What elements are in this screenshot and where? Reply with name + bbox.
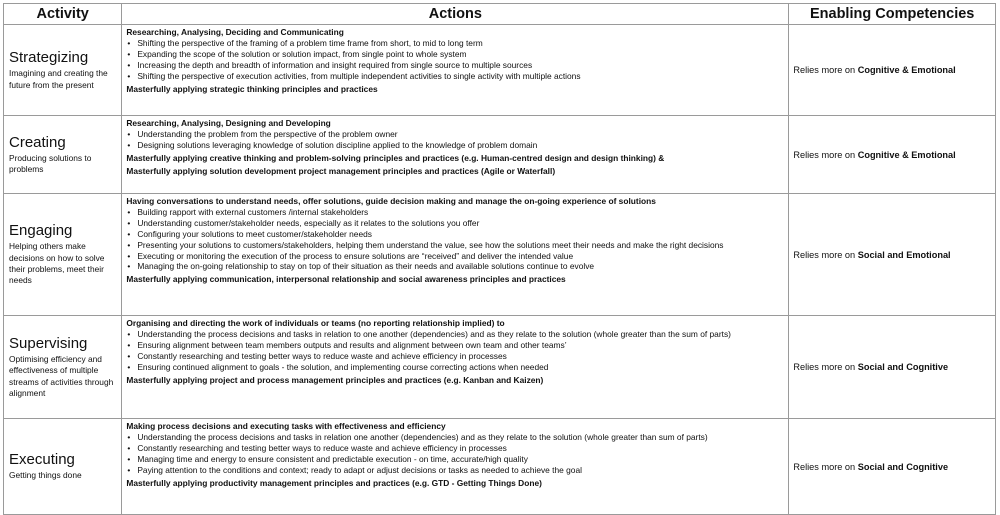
- activity-description: Imagining and creating the future from the present: [9, 68, 108, 90]
- table-row: [4, 25, 996, 116]
- list-item: • Managing the on-going relationship to stay on top of their situation as their needs and available solutions continue to evolve: [126, 261, 785, 272]
- list-item: • Ensuring alignment between team members outputs and results and alignment between own team and other teams’: [126, 340, 785, 351]
- actions-cell: [122, 194, 789, 316]
- activity-name: Engaging: [9, 222, 73, 240]
- table-row: [4, 116, 996, 194]
- competency-prefix: Relies more on: [793, 461, 858, 472]
- actions-cell: [122, 116, 789, 194]
- competency-prefix: Relies more on: [793, 362, 858, 372]
- list-item: • Understanding the process decisions and tasks in relation to one another (dependencies) and as they relate to the solution (whole greater than the sum of parts): [126, 329, 785, 340]
- table-row: [4, 419, 996, 515]
- list-item: • Designing solutions leveraging knowledge of solution discipline applied to the knowledge of problem domain: [126, 140, 785, 151]
- activity-name: Executing: [9, 451, 75, 469]
- header-row: [4, 4, 996, 25]
- activity-cell: [4, 419, 122, 515]
- competency-value: Cognitive & Emotional: [857, 149, 956, 160]
- list-item: • Managing time and energy to ensure consistent and predictable execution - on time, accurate/high quality: [126, 454, 785, 465]
- activity-description: Optimising efficiency and effectiveness of multiple streams of activities through alignment: [9, 353, 114, 398]
- competency-cell: [789, 194, 996, 316]
- list-item: • Ensuring continued alignment to goals - the solution, and implementing course correcting actions when needed: [126, 362, 785, 373]
- list-item: • Shifting the perspective of the framing of a problem time frame from short, to mid to long term: [126, 38, 785, 49]
- header-competencies: Enabling Competencies: [789, 4, 996, 25]
- actions-footer: Masterfully applying creative thinking and problem-solving principles and practices (e.g. Human-centred design and design thinking) &: [126, 152, 665, 163]
- header-activity: Activity: [4, 4, 122, 25]
- actions-cell: [122, 316, 789, 419]
- actions-heading: Researching, Analysing, Deciding and Communicating: [126, 27, 344, 37]
- actions-heading: Researching, Analysing, Designing and Developing: [126, 118, 331, 128]
- list-item: • Constantly researching and testing better ways to reduce waste and achieve efficiency in processes: [126, 443, 785, 454]
- activity-cell: [4, 194, 122, 316]
- list-item: • Building rapport with external customers /internal stakeholders: [126, 207, 785, 218]
- list-item: • Shifting the perspective of execution activities, from multiple independent activities to single activity with multiple actions: [126, 71, 785, 82]
- actions-list: [126, 329, 785, 373]
- competency-cell: [789, 25, 996, 116]
- competency-value: Social and Cognitive: [857, 362, 949, 372]
- list-item: • Presenting your solutions to customers/stakeholders, helping them understand the value, see how the solutions meet their needs and make the right decisions: [126, 240, 785, 251]
- actions-heading: Organising and directing the work of individuals or teams (no reporting relationship implied) to: [126, 318, 505, 328]
- actions-cell: [122, 419, 789, 515]
- actions-heading: Making process decisions and executing tasks with effectiveness and efficiency: [126, 421, 446, 431]
- activity-description: Producing solutions to problems: [9, 152, 92, 174]
- activity-cell: [4, 316, 122, 419]
- actions-list: [126, 38, 785, 82]
- list-item: • Understanding customer/stakeholder needs, especially as it relates to the solutions you offer: [126, 218, 785, 229]
- list-item: • Constantly researching and testing better ways to reduce waste and achieve efficiency in processes: [126, 351, 785, 362]
- competency-cell: [789, 419, 996, 515]
- list-item: • Increasing the depth and breadth of information and insight required from single source to multiple sources: [126, 60, 785, 71]
- activity-description: Helping others make decisions on how to solve their problems, meet their needs: [9, 241, 105, 286]
- activity-cell: [4, 25, 122, 116]
- header-actions: Actions: [122, 4, 789, 25]
- competency-table: [3, 3, 996, 515]
- actions-heading: Having conversations to understand needs, offer solutions, guide decision making and manage the on-going experience of solutions: [126, 196, 656, 206]
- actions-list: [126, 207, 785, 272]
- list-item: • Configuring your solutions to meet customer/stakeholder needs: [126, 229, 785, 240]
- actions-footer: Masterfully applying strategic thinking principles and practices: [126, 83, 378, 94]
- competency-value: Cognitive & Emotional: [857, 65, 956, 75]
- actions-list: [126, 129, 785, 151]
- activity-cell: [4, 116, 122, 194]
- actions-footer: Masterfully applying communication, interpersonal relationship and social awareness principles and practices: [126, 274, 566, 285]
- actions-cell: [122, 25, 789, 116]
- list-item: • Executing or monitoring the execution of the process to ensure solutions are “received” and deliver the intended value: [126, 251, 785, 262]
- activity-name: Supervising: [9, 334, 88, 352]
- competency-cell: [789, 316, 996, 419]
- actions-list: [126, 432, 785, 476]
- actions-footer-2: Masterfully applying solution development project management principles and practices (Agile or Waterfall): [126, 165, 556, 176]
- activity-name: Creating: [9, 133, 66, 151]
- competency-prefix: Relies more on: [793, 249, 858, 260]
- list-item: • Understanding the process decisions and tasks in relation one another (dependencies) and as they relate to the solution (whole greater than sum of parts): [126, 432, 785, 443]
- list-item: • Expanding the scope of the solution or solution impact, from single point to whole system: [126, 49, 785, 60]
- competency-cell: [789, 116, 996, 194]
- table-row: [4, 316, 996, 419]
- activity-description: Getting things done: [9, 470, 82, 481]
- table-row: [4, 194, 996, 316]
- competency-value: Social and Cognitive: [857, 461, 949, 472]
- activity-name: Strategizing: [9, 49, 89, 67]
- actions-footer: Masterfully applying productivity management principles and practices (e.g. GTD - Getting Things Done): [126, 477, 542, 488]
- competency-value: Social and Emotional: [857, 249, 951, 260]
- list-item: • Understanding the problem from the perspective of the problem owner: [126, 129, 785, 140]
- competency-prefix: Relies more on: [793, 65, 858, 75]
- list-item: • Paying attention to the conditions and context; ready to adapt or adjust decisions or tasks as needed to achieve the goal: [126, 465, 785, 476]
- actions-footer: Masterfully applying project and process management principles and practices (e.g. Kanban and Kaizen): [126, 374, 544, 385]
- competency-prefix: Relies more on: [793, 149, 858, 160]
